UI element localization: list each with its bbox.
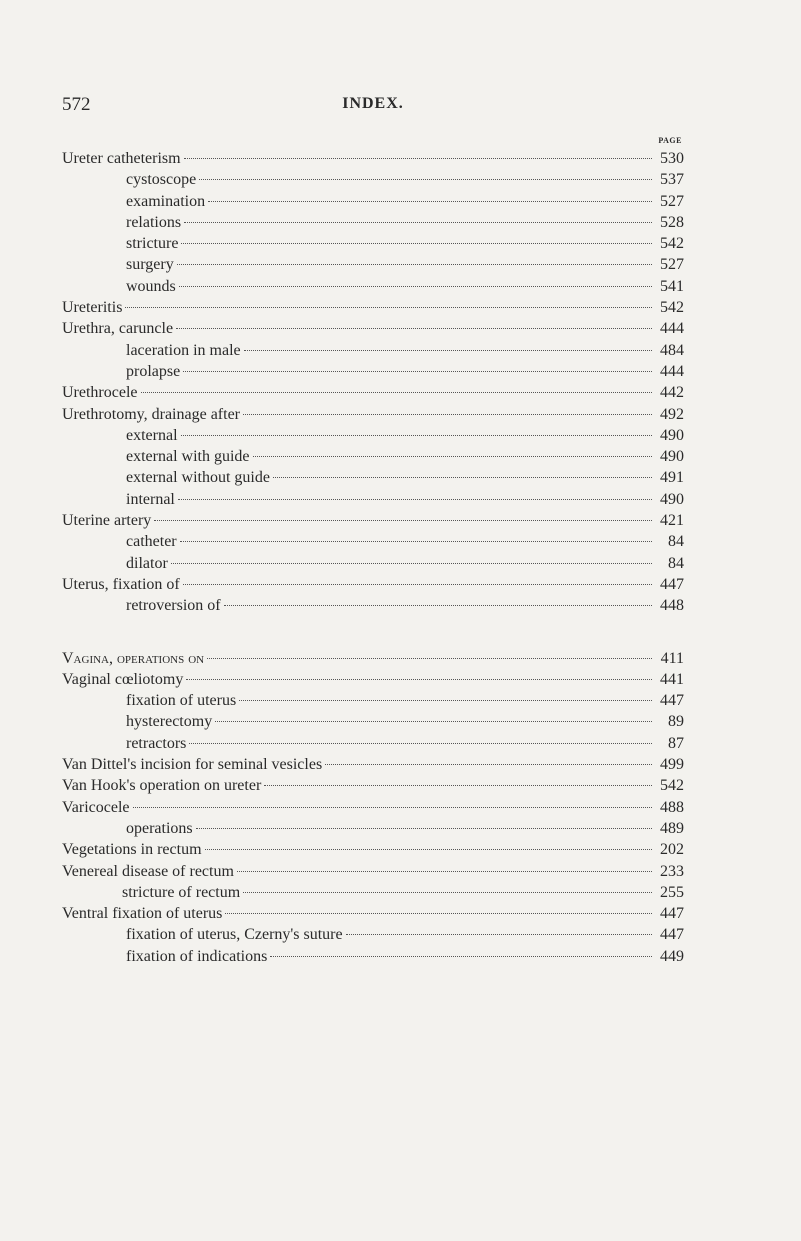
index-subentry (62, 882, 684, 903)
entry-page-number: 490 (660, 490, 684, 508)
index-subentry (62, 818, 684, 839)
index-subentry (62, 425, 684, 446)
entry-text: Venereal disease of rectum (62, 862, 234, 880)
entry-page-number: 488 (660, 798, 684, 816)
index-entry (62, 297, 684, 318)
dot-leader (215, 721, 652, 722)
dot-leader (179, 286, 652, 287)
index-entry (62, 148, 684, 169)
dot-leader (178, 499, 652, 500)
dot-leader (325, 764, 652, 765)
entry-page-number: 491 (660, 469, 684, 487)
dot-leader (253, 456, 652, 457)
dot-leader (181, 243, 652, 244)
entry-page-number: 499 (660, 756, 684, 774)
dot-leader (183, 371, 652, 372)
entry-page-number: 530 (660, 150, 684, 167)
dot-leader (133, 807, 652, 808)
dot-leader (171, 563, 652, 564)
entry-text: Varicocele (62, 798, 130, 816)
entry-page-number: 527 (660, 192, 684, 210)
index-entry (62, 903, 684, 924)
group-gap (62, 617, 684, 648)
page-column-label: PAGE (658, 136, 682, 145)
index-subentry (62, 553, 684, 574)
index-subentry (62, 212, 684, 233)
entry-text: prolapse (126, 362, 181, 380)
index-entry (62, 669, 684, 690)
index-entries (62, 148, 684, 967)
entry-page-number: 447 (660, 692, 684, 710)
dot-leader (141, 392, 652, 393)
entry-page-number: 442 (660, 384, 684, 402)
dot-leader (237, 871, 652, 872)
entry-text: relations (126, 213, 182, 231)
entry-text: operations (126, 819, 193, 837)
dot-leader (244, 350, 652, 351)
index-subentry (62, 169, 684, 190)
dot-leader (186, 679, 652, 680)
entry-text: Van Dittel's incision for seminal vesicles (62, 756, 323, 774)
index-subentry (62, 467, 684, 488)
entry-text: Van Hook's operation on ureter (62, 777, 262, 795)
entry-page-number: 527 (660, 256, 684, 274)
entry-text: surgery (126, 256, 174, 274)
entry-text: stricture of rectum (122, 883, 241, 901)
page-number: 572 (62, 94, 91, 115)
running-title: INDEX. (342, 95, 404, 112)
index-subentry (62, 711, 684, 732)
entry-page-number: 447 (660, 575, 684, 593)
index-entry (62, 574, 684, 595)
entry-text: wounds (126, 277, 176, 295)
index-entry (62, 775, 684, 796)
entry-page-number: 233 (660, 862, 684, 880)
entry-text: retroversion of (126, 597, 221, 615)
dot-leader (273, 477, 652, 478)
entry-text: cystoscope (126, 171, 197, 189)
entry-text: fixation of uterus, Czerny's suture (126, 926, 343, 944)
dot-leader (154, 520, 652, 521)
entry-text: hysterectomy (126, 713, 213, 731)
entry-text: Urethrotomy, drainage after (62, 405, 240, 423)
dot-leader (184, 222, 652, 223)
entry-page-number: 449 (660, 947, 684, 965)
entry-page-number: 255 (660, 883, 684, 901)
dot-leader (183, 584, 652, 585)
index-subentry (62, 595, 684, 616)
dot-leader (264, 785, 652, 786)
entry-text: internal (126, 490, 175, 508)
entry-page-number: 84 (668, 554, 684, 572)
entry-text: external (126, 426, 178, 444)
entry-page-number: 492 (660, 405, 684, 423)
entry-page-number: 542 (660, 299, 684, 317)
entry-text: Urethrocele (62, 384, 138, 402)
index-subentry (62, 254, 684, 275)
dot-leader (243, 892, 652, 893)
index-subentry (62, 276, 684, 297)
index-subentry (62, 446, 684, 467)
index-subentry (62, 233, 684, 254)
dot-leader (196, 828, 652, 829)
entry-page-number: 447 (660, 926, 684, 944)
dot-leader (239, 700, 652, 701)
entry-page-number: 537 (660, 171, 684, 189)
entry-page-number: 447 (660, 905, 684, 923)
entry-page-number: 202 (660, 841, 684, 859)
index-entry (62, 382, 684, 403)
entry-text: Ureteritis (62, 299, 123, 317)
dot-leader (243, 414, 652, 415)
dot-leader (199, 179, 652, 180)
entry-page-number: 541 (660, 277, 684, 295)
index-subentry (62, 361, 684, 382)
index-subentry (62, 531, 684, 552)
entry-text: laceration in male (126, 341, 241, 359)
index-entry (62, 510, 684, 531)
entry-page-number: 542 (660, 235, 684, 253)
dot-leader (177, 264, 652, 265)
entry-page-number: 411 (660, 649, 684, 667)
entry-page-number: 490 (660, 426, 684, 444)
entry-text: catheter (126, 533, 177, 551)
dot-leader (270, 956, 652, 957)
index-subentry (62, 489, 684, 510)
dot-leader (184, 158, 652, 159)
entry-page-number: 444 (660, 320, 684, 338)
index-entry (62, 839, 684, 860)
entry-text: Vegetations in rectum (62, 841, 202, 859)
entry-text: dilator (126, 554, 168, 572)
entry-text: retractors (126, 734, 187, 752)
entry-page-number: 542 (660, 777, 684, 795)
entry-text: stricture (126, 235, 179, 253)
entry-page-number: 89 (668, 713, 684, 731)
entry-page-number: 489 (660, 819, 684, 837)
entry-text: Vaginal cœliotomy (62, 670, 184, 688)
index-entry (62, 754, 684, 775)
index-subentry (62, 924, 684, 945)
entry-page-number: 484 (660, 341, 684, 359)
dot-leader (207, 658, 652, 659)
entry-text: external with guide (126, 448, 250, 466)
index-subentry (62, 733, 684, 754)
index-subentry (62, 690, 684, 711)
entry-text: Uterine artery (62, 512, 152, 530)
entry-text: examination (126, 192, 206, 210)
dot-leader (224, 605, 652, 606)
dot-leader (189, 743, 652, 744)
dot-leader (225, 913, 652, 914)
entry-page-number: 84 (668, 533, 684, 551)
entry-text: external without guide (126, 469, 270, 487)
entry-text: Uterus, fixation of (62, 575, 180, 593)
entry-page-number: 421 (660, 512, 684, 530)
dot-leader (346, 934, 652, 935)
index-entry (62, 404, 684, 425)
dot-leader (205, 849, 652, 850)
dot-leader (180, 541, 652, 542)
dot-leader (181, 435, 652, 436)
entry-text: fixation of uterus (126, 692, 237, 710)
dot-leader (208, 201, 652, 202)
index-entry (62, 861, 684, 882)
entry-page-number: 448 (660, 597, 684, 615)
page-header (62, 94, 684, 118)
entry-text: Urethra, caruncle (62, 320, 174, 338)
entry-text: fixation of indications (126, 947, 268, 965)
index-entry (62, 318, 684, 339)
entry-page-number: 444 (660, 362, 684, 380)
index-subentry (62, 946, 684, 967)
entry-page-number: 87 (668, 734, 684, 752)
index-subentry (62, 191, 684, 212)
index-entry (62, 648, 684, 669)
index-entry (62, 797, 684, 818)
dot-leader (176, 328, 652, 329)
entry-page-number: 528 (660, 213, 684, 231)
entry-text: Vagina, operations on (62, 649, 205, 667)
entry-page-number: 490 (660, 448, 684, 466)
index-subentry (62, 340, 684, 361)
entry-text: Ureter catheterism (62, 150, 181, 167)
entry-text: Ventral fixation of uterus (62, 905, 223, 923)
dot-leader (125, 307, 652, 308)
entry-page-number: 441 (660, 670, 684, 688)
